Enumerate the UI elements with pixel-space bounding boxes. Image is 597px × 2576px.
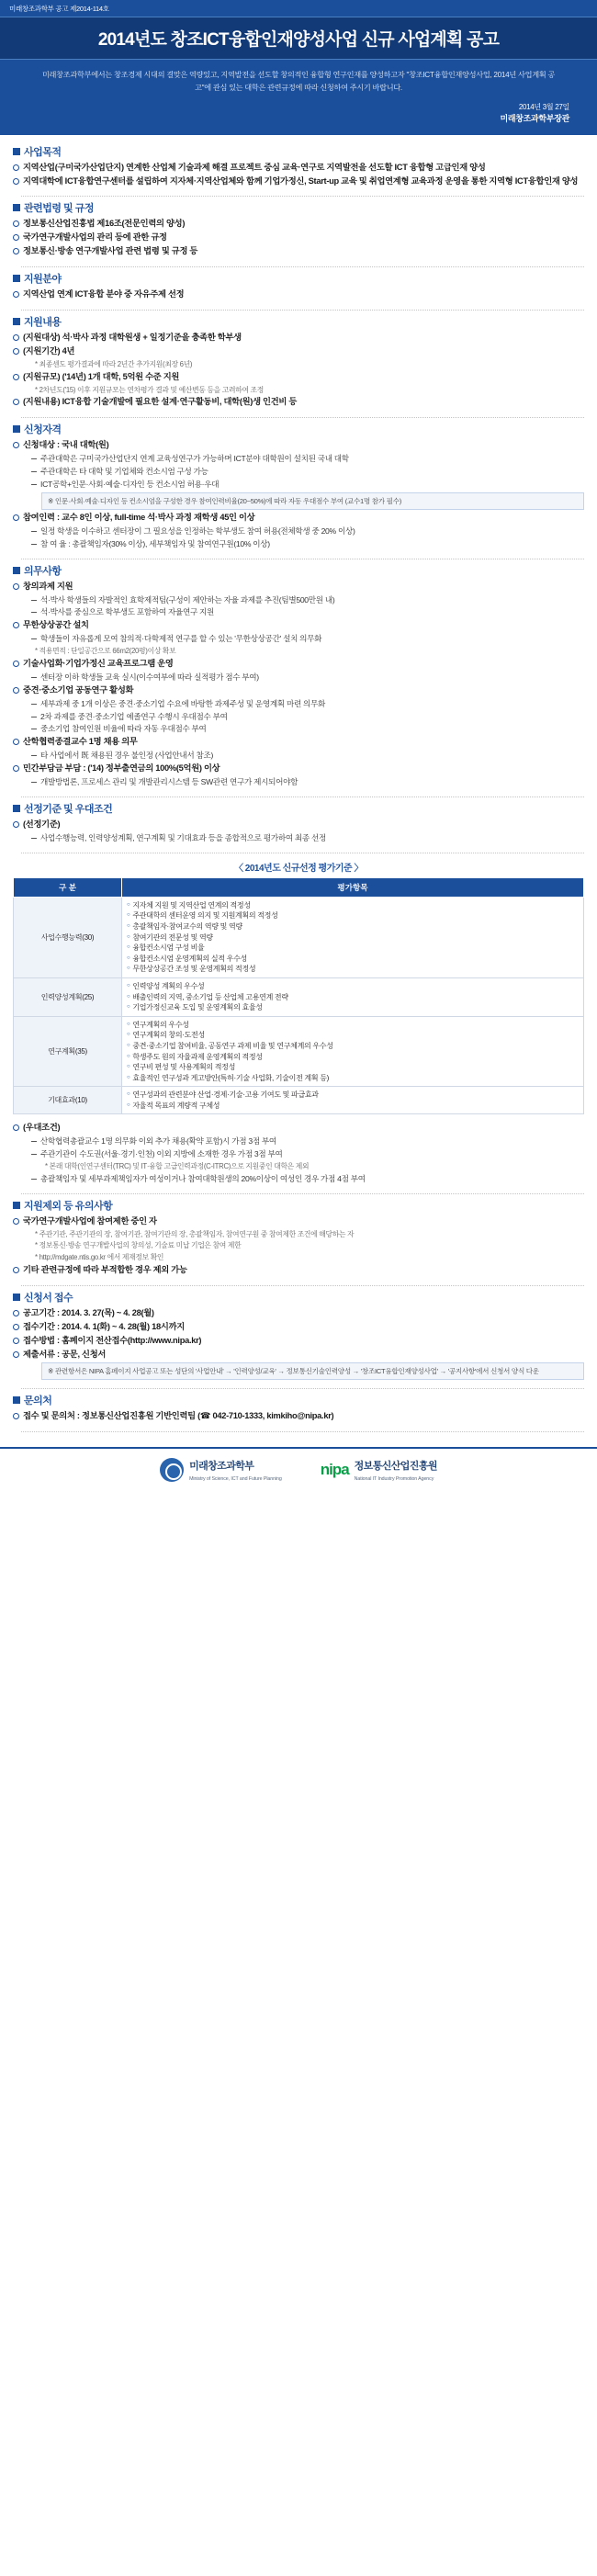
- note-box: ※ 관련항서은 NIPA 홈페이지 사업공고 또는 성단의 '사업안내' → '인력양성/교육' → 정보통신기술인력양성 → '창조ICT융합인재양성사업' → '공지사항'에서 신청서 양식 다운: [41, 1362, 584, 1380]
- table-row: [14, 897, 584, 977]
- square-bullet-icon: [13, 275, 20, 282]
- criteria-item-text: ○ 학생주도 원의 자율과제 운영계획의 적정성: [132, 1052, 263, 1061]
- table-caption: 〈 2014년도 신규선정 평가기준 〉: [234, 863, 363, 874]
- section-title: 지원내용: [24, 317, 62, 329]
- list-item: [31, 832, 584, 844]
- criteria-item: [127, 1020, 579, 1031]
- circle-bullet-icon: [13, 220, 19, 227]
- square-bullet-icon: [13, 1294, 20, 1301]
- section: [13, 1290, 584, 1381]
- dash-bullet-icon: [31, 612, 37, 613]
- list-item: [31, 606, 584, 618]
- criteria-item-text: ○ 효율적인 연구성과 게고방안(특허·기술 사업화, 기술이전 계획 등): [132, 1073, 330, 1082]
- list-item: [31, 525, 584, 537]
- list-item-text: * http://mdgate.ntis.go.kr 에서 제재정보 확인: [35, 1253, 164, 1262]
- dash-bullet-icon: [31, 782, 37, 783]
- list-item-text: * 본래 대학(인연구센터(TRC) 및 IT·융합 고급인력과정(C-ITRC)으로 지원중인 대학은 제외: [45, 1162, 310, 1171]
- col-category: 구 분: [14, 877, 122, 897]
- list-item-text: 세부과제 중 1개 이상은 중견·중소기업 수요에 바탕한 과제주성 및 운영계획 마련 의무화: [40, 698, 326, 708]
- list-item: [13, 162, 584, 175]
- list-item-text: 석·박사를 중심으로 학부생도 포함하여 자율연구 지원: [40, 607, 215, 617]
- hero-signature: [0, 94, 597, 126]
- list-item: [13, 581, 584, 593]
- circle-bullet-icon: [13, 1351, 19, 1358]
- list-item: [31, 453, 584, 465]
- circle-bullet-icon: [13, 348, 19, 355]
- criteria-item: [127, 1052, 579, 1063]
- criteria-item-text: ○ 기업가정신교육 도입 및 운영계획의 효율성: [132, 1003, 263, 1012]
- hero-description: 미래창조과학부에서는 창조경제 시대의 결맞은 역량있고, 지역발전을 선도할 창의적인 융합형 연구인재를 양성하고자 "창조ICT융합인재양성사업, 2014년 사업계획 공고"에 관심 있는 대학은 관련규정에 따라 신청하여 주시기 바랍니다.: [41, 71, 556, 92]
- criteria-item: [127, 943, 579, 954]
- divider: [21, 266, 584, 267]
- section-title: 지원분야: [24, 274, 62, 286]
- section-title: 신청자격: [24, 424, 62, 436]
- criteria-item-text: ○ 지자체 지원 및 지역산업 연계의 적정성: [132, 900, 251, 910]
- dash-bullet-icon: [31, 544, 37, 545]
- list-item: [31, 538, 584, 550]
- dash-bullet-icon: [31, 1141, 37, 1142]
- divider: [21, 417, 584, 418]
- nipa-wordmark-icon: nipa: [320, 1461, 349, 1479]
- list-item: [31, 479, 584, 491]
- circle-bullet-icon: [13, 1338, 19, 1344]
- list-item-text: 기술사업화·기업가정신 교육프로그램 운영: [23, 658, 174, 668]
- list-item-text: (지원기간) 4년: [23, 346, 75, 356]
- notice-date: 2014년 3월 27일: [518, 103, 569, 112]
- circle-bullet-icon: [13, 164, 19, 171]
- list-item-text: 2차 과제를 중견·중소기업 예졸연구 수행시 우대점수 부여: [40, 711, 228, 721]
- criteria-item-text: ○ 연구계획의 우수성: [132, 1020, 189, 1029]
- list-item-text: 참여인력 : 교수 8인 이상, full-time 석·박사 과정 재학생 45인 이상: [23, 512, 255, 522]
- dash-bullet-icon: [31, 755, 37, 756]
- circle-bullet-icon: [13, 739, 19, 745]
- criteria-item: [127, 1062, 579, 1073]
- dash-bullet-icon: [31, 1179, 37, 1180]
- list-item-text: 산학협력종결교수 1명 채용 의무: [23, 737, 138, 747]
- list-item-text: 총괄책임자 및 세부과제책임자가 여성이거나 참여대학원생의 20%이상이 여성인 경우 가점 4점 부여: [40, 1173, 366, 1183]
- list-item: [13, 1215, 584, 1228]
- section: [13, 1198, 584, 1277]
- list-item: [31, 1135, 584, 1147]
- note-box: ※ 인문·사회·예술·디자인 등 컨소시엄을 구성한 경우 참여인력비율(20~50%)에 따라 자동 우대점수 부여 (교수1명 참가 필수): [41, 492, 584, 510]
- list-item: [31, 633, 584, 645]
- list-item: [31, 1173, 584, 1185]
- list-item-text: * 2차년도('15) 이후 지원규모는 연차평가 결과 및 예산변동 등을 고려하여 조정: [35, 385, 265, 394]
- list-item-text: * 주관기관, 주관기관의 장, 참여기관, 참여기관의 장, 총괄책임자, 참여연구원 중 참여제한 조건에 해당하는 자: [35, 1229, 355, 1238]
- list-item: [13, 396, 584, 409]
- list-item-text: 참 여 율 : 총괄책임자(30% 이상), 세부책임자 및 참여연구원(10% 이상): [40, 538, 270, 548]
- dash-bullet-icon: [31, 704, 37, 705]
- list-item: [31, 1252, 584, 1263]
- circle-bullet-icon: [13, 1124, 19, 1131]
- list-item-text: (지원대상) 석·박사 과정 대학원생 + 일정기준을 충족한 학부생: [23, 333, 242, 343]
- col-items: 평가항목: [122, 877, 584, 897]
- notice-number: 미래창조과학부 공고 제2014-114호: [0, 0, 597, 17]
- dash-bullet-icon: [31, 600, 37, 601]
- list-item-text: 학생들이 자유롭게 모여 참의적·다학제적 연구를 할 수 있는 '무한상상공간' 설치 의무화: [40, 634, 322, 644]
- dash-bullet-icon: [31, 458, 37, 459]
- list-item-text: 산학협력총괄교수 1명 의무화 이외 추가 채용(확약 포함)시 가점 3점 부여: [40, 1136, 276, 1147]
- criteria-item: [127, 932, 579, 943]
- list-item: [31, 359, 584, 370]
- section-heading: [13, 271, 584, 286]
- criteria-item: [127, 910, 579, 921]
- section-heading: [13, 1290, 584, 1305]
- criteria-item-text: ○ 주관대학의 센터운영 의지 및 지원계획의 적정성: [132, 911, 278, 921]
- criteria-item: [127, 981, 579, 992]
- list-item: [31, 1229, 584, 1240]
- list-item-text: 센터장 이하 학생들 교육 실시(이수여부에 따라 실적평가 점수 부여): [40, 672, 259, 682]
- criteria-item: [127, 1073, 579, 1084]
- list-item-text: 접수방법 : 홈페이지 전산접수(http://www.nipa.kr): [23, 1335, 202, 1345]
- list-item: [31, 1148, 584, 1160]
- list-item-text: 국가연구개발사업에 참여제한 중인 자: [23, 1215, 157, 1226]
- sections-bottom: [13, 1122, 584, 1432]
- sections-top: [13, 144, 584, 853]
- nipa-logo: [321, 1458, 437, 1482]
- section: [13, 144, 584, 188]
- list-item-text: ICT공학+인문·사회·예술·디자인 등 컨소시엄 허용·우대: [40, 480, 220, 490]
- criteria-item: [127, 1002, 579, 1013]
- list-item-text: 중소기업 참여인원 비율에 따라 자동 우대점수 부여: [40, 724, 207, 734]
- circle-bullet-icon: [13, 514, 19, 521]
- table-cell-category: 연구계획(35): [14, 1016, 122, 1087]
- criteria-item-text: ○ 연구계획의 창의·도전성: [132, 1031, 205, 1040]
- criteria-item-text: ○ 배출인력의 지역, 중소기업 등 산업체 고용연계 전략: [132, 992, 288, 1001]
- list-item-text: 공고기간 : 2014. 3. 27(목) ~ 4. 28(월): [23, 1307, 154, 1317]
- section-title: 문의처: [24, 1395, 52, 1407]
- list-item: [31, 466, 584, 478]
- list-item: [13, 1410, 584, 1423]
- dash-bullet-icon: [31, 638, 37, 639]
- circle-bullet-icon: [13, 1324, 19, 1330]
- list-item: [13, 1349, 584, 1361]
- section-heading: [13, 1198, 584, 1213]
- criteria-item-text: ○ 융합컨소시엄 구성 비율: [132, 943, 205, 953]
- section-heading: [13, 1393, 584, 1407]
- table-row: [14, 1016, 584, 1087]
- list-item-text: 사업수행능력, 인력양성계획, 연구계획 및 기대효과 등을 종합적으로 평가하여 최종 선정: [40, 832, 327, 842]
- list-item-text: 주관대학은 구미국가산업단지 연계 교육성연구가 가능하며 ICT분야 대학원이 설치된 국내 대학: [40, 454, 349, 464]
- table-cell-category: 사업수행능력(30): [14, 897, 122, 977]
- list-item: [13, 1122, 584, 1135]
- criteria-item-text: ○ 인력양성 계획의 우수성: [132, 981, 205, 990]
- divider: [21, 310, 584, 311]
- circle-bullet-icon: [13, 1413, 19, 1419]
- ministry-logo: [160, 1458, 282, 1482]
- list-item: [13, 175, 584, 188]
- list-item: [41, 1161, 584, 1172]
- list-item-text: 접수기간 : 2014. 4. 1(화) ~ 4. 28(월) 18시까지: [23, 1321, 185, 1331]
- circle-bullet-icon: [13, 178, 19, 185]
- list-item-text: * 최종센도 평가결과에 따라 2년간 추가지원(최장 6년): [35, 360, 193, 369]
- table-header-row: [14, 877, 584, 897]
- evaluation-criteria-table: [13, 877, 584, 1115]
- list-item: [31, 723, 584, 735]
- ministry-name-en: Ministry of Science, ICT and Future Planning: [189, 1476, 282, 1483]
- list-item: [13, 288, 584, 301]
- section-title: 의무사항: [24, 565, 62, 577]
- list-item-text: 지역대학에 ICT융합연구센터를 설립하여 지자체·지역산업체와 함께 기업가정신, Start-up 교육 및 취업연계형 교육과정 운영을 통한 지역형 ICT융합인재 양성: [23, 175, 579, 186]
- criteria-item-text: ○ 자율적 목표의 계량적 구체성: [132, 1101, 220, 1110]
- list-item: [13, 332, 584, 345]
- dash-bullet-icon: [31, 484, 37, 485]
- circle-bullet-icon: [13, 399, 19, 405]
- square-bullet-icon: [13, 204, 20, 211]
- circle-bullet-icon: [13, 765, 19, 772]
- list-item-text: 국가연구개발사업의 관리 등에 관한 규정: [23, 232, 167, 243]
- table-cell-items: [122, 1087, 584, 1114]
- list-item: [13, 1264, 584, 1277]
- section: [13, 801, 584, 844]
- section-heading: [13, 200, 584, 215]
- list-item-text: (지원규모) ('14년) 1개 대학, 5억원 수준 지원: [23, 371, 180, 381]
- circle-bullet-icon: [13, 234, 19, 241]
- criteria-item-text: ○ 참여기관의 전문성 및 역량: [132, 932, 213, 942]
- dash-bullet-icon: [31, 838, 37, 839]
- criteria-item: [127, 992, 579, 1003]
- section-title: 선정기준 및 우대조건: [24, 803, 113, 815]
- list-item-text: 지역산업(구미국가산업단지) 연계한 산업체 기술과제 해결 프로젝트 중심 교육·연구로 지역발전을 선도할 ICT 융합형 고급인재 양성: [23, 162, 486, 172]
- list-item-text: 지역산업 연계 ICT융합 분야 중 자유주제 선정: [23, 289, 185, 299]
- criteria-item: [127, 1090, 579, 1101]
- list-item: [31, 672, 584, 684]
- circle-bullet-icon: [13, 821, 19, 828]
- list-item-text: 민간부담금 부담 : ('14) 정부출연금의 100%(5억원) 이상: [23, 763, 220, 774]
- list-item: [13, 245, 584, 258]
- section-heading: [13, 144, 584, 159]
- divider: [21, 196, 584, 197]
- list-item-text: 타 사업에서 既 채용된 경우 불인정 (사업안내서 참조): [40, 751, 214, 761]
- dash-bullet-icon: [31, 677, 37, 678]
- list-item-text: 주관기관이 수도권(서울·경기·인천) 이외 지방에 소재한 경우 가점 3점 부여: [40, 1149, 283, 1159]
- section-heading: [13, 563, 584, 578]
- dash-bullet-icon: [31, 531, 37, 532]
- list-item: [13, 684, 584, 697]
- list-item: [31, 698, 584, 710]
- nipa-logo-text: [355, 1458, 437, 1482]
- criteria-item-text: ○ 총괄책임자·참여교수의 역량 및 역량: [132, 921, 242, 931]
- section: [13, 271, 584, 301]
- list-item: [13, 1335, 584, 1348]
- list-item-text: 정보통신·방송 연구개발사업 관련 법령 및 규정 등: [23, 246, 198, 256]
- list-item: [31, 1240, 584, 1251]
- section-heading: [13, 422, 584, 436]
- page-title: 2014년도 창조ICT융합인재양성사업 신규 사업계획 공고: [0, 17, 597, 60]
- criteria-item: [127, 964, 579, 975]
- criteria-item: [127, 921, 579, 932]
- list-item: [31, 646, 584, 657]
- list-item-text: 기타 관련규정에 따라 부적합한 경우 제외 가능: [23, 1264, 187, 1274]
- list-item-text: * 정보통신·방송 연구개발사업의 창의성, 기술료 미납 기업은 참여 제한: [35, 1241, 242, 1250]
- circle-bullet-icon: [13, 374, 19, 380]
- criteria-item: [127, 1041, 579, 1052]
- circle-bullet-icon: [13, 583, 19, 590]
- list-item-text: 석·박사 학생들의 자발적인 효학제적팀(구성이 제안하는 자율 과제를 추진(팀별500만원 내): [40, 594, 335, 604]
- square-bullet-icon: [13, 805, 20, 812]
- table-cell-category: 인력양성계획(25): [14, 977, 122, 1016]
- circle-bullet-icon: [13, 1267, 19, 1273]
- section: [13, 1393, 584, 1423]
- list-item: [13, 218, 584, 231]
- circle-bullet-icon: [13, 334, 19, 341]
- list-item-text: 주관대학은 타 대학 및 기업체와 컨소시엄 구성 가능: [40, 467, 208, 477]
- table-row: [14, 977, 584, 1016]
- table-body: [14, 897, 584, 1114]
- footer: [0, 1447, 597, 1493]
- list-item: [13, 736, 584, 749]
- list-item-text: 접수 및 문의처 : 정보통신산업진흥원 기반인력팀 (☎ 042-710-1333, kimkiho@nipa.kr): [23, 1411, 334, 1421]
- list-item: [13, 1307, 584, 1320]
- divider: [21, 1285, 584, 1286]
- list-item-text: 일정 학생을 이수하고 센터장이 그 필요성을 인정하는 학부생도 참여 허용(전체학생 중 20% 이상): [40, 525, 355, 536]
- criteria-item-text: ○ 융합컨소시엄 운영계획의 실적 우수성: [132, 954, 247, 963]
- criteria-item: [127, 1030, 579, 1041]
- square-bullet-icon: [13, 318, 20, 325]
- list-item: [13, 658, 584, 671]
- circle-bullet-icon: [13, 248, 19, 254]
- square-bullet-icon: [13, 425, 20, 433]
- list-item: [13, 232, 584, 244]
- circle-bullet-icon: [13, 1218, 19, 1225]
- nipa-name-en: National IT Industry Promotion Agency: [354, 1476, 434, 1483]
- list-item: [31, 711, 584, 723]
- table-row: [14, 1087, 584, 1114]
- criteria-item-text: ○ 중견·중소기업 참여비율, 공동연구 과제 비율 및 연구체계의 우수성: [132, 1041, 333, 1050]
- criteria-item-text: ○ 무한상상공간 조성 및 운영계획의 적정성: [132, 965, 256, 974]
- list-item-text: 무한상상공간 설치: [23, 620, 89, 630]
- nipa-name-kr: 정보통신산업진흥원: [354, 1461, 437, 1473]
- section: [13, 422, 584, 549]
- list-item: [31, 750, 584, 762]
- list-item-text: (우대조건): [23, 1123, 61, 1133]
- table-cell-items: [122, 977, 584, 1016]
- ministry-name-kr: 미래창조과학부: [189, 1461, 254, 1473]
- list-item-text: (지원내용) ICT융합 기술개발에 필요한 설계·연구활동비, 대학(원)생 인건비 등: [23, 397, 298, 407]
- circle-bullet-icon: [13, 291, 19, 298]
- circle-bullet-icon: [13, 622, 19, 628]
- square-bullet-icon: [13, 1396, 20, 1404]
- list-item-text: 제출서류 : 공문, 신청서: [23, 1349, 107, 1359]
- criteria-item-text: ○ 연구성과의 관련분야 산업·경제·기술·고용 기여도 및 파급효과: [132, 1090, 319, 1100]
- list-item: [13, 345, 584, 358]
- section: [13, 314, 584, 409]
- list-item-text: (선정기준): [23, 819, 61, 829]
- document-body: [0, 135, 597, 1442]
- criteria-item-text: ○ 연구비 편성 및 사용계획의 적정성: [132, 1063, 236, 1072]
- list-item: [31, 385, 584, 396]
- list-item-text: 창의과제 지원: [23, 581, 73, 591]
- dash-bullet-icon: [31, 471, 37, 472]
- list-item: [13, 819, 584, 831]
- notice-signer: 미래창조과학부장관: [500, 114, 569, 124]
- circle-bullet-icon: [13, 661, 19, 667]
- square-bullet-icon: [13, 567, 20, 574]
- list-item-text: 정보통신산업진흥법 제16조(전문인력의 양성): [23, 219, 186, 229]
- table-cell-items: [122, 1016, 584, 1087]
- divider: [21, 1193, 584, 1194]
- list-item: [31, 594, 584, 606]
- circle-bullet-icon: [13, 1310, 19, 1316]
- section-title: 사업목적: [24, 146, 62, 158]
- section: [13, 1122, 584, 1184]
- list-item-text: 중견·중소기업 공동연구 활성화: [23, 684, 134, 695]
- ministry-logo-text: [189, 1458, 282, 1482]
- ministry-emblem-icon: [160, 1458, 184, 1482]
- circle-bullet-icon: [13, 442, 19, 448]
- list-item: [31, 776, 584, 788]
- divider: [21, 1431, 584, 1432]
- list-item: [13, 439, 584, 452]
- list-item: [13, 512, 584, 525]
- list-item-text: 신청대상 : 국내 대학(원): [23, 440, 109, 450]
- square-bullet-icon: [13, 1202, 20, 1209]
- list-item-text: * 적용면적 : 단일공간으로 66m2(20평)이상 확보: [35, 647, 176, 656]
- section-title: 관련법령 및 규정: [24, 203, 94, 215]
- section-heading: [13, 801, 584, 816]
- table-cell-category: 기대효과(10): [14, 1087, 122, 1114]
- circle-bullet-icon: [13, 687, 19, 694]
- square-bullet-icon: [13, 148, 20, 155]
- list-item: [13, 763, 584, 775]
- section: [13, 200, 584, 258]
- criteria-item: [127, 954, 579, 965]
- list-item-text: 개발방법론, 프로세스 관리 및 개발관리시스템 등 SW관련 연구가 제시되어야함: [40, 777, 298, 787]
- section: [13, 563, 584, 788]
- section-title: 지원제외 등 유의사항: [24, 1200, 113, 1212]
- table-cell-items: [122, 897, 584, 977]
- divider: [21, 1388, 584, 1389]
- hero-banner: [0, 17, 597, 135]
- list-item: [13, 371, 584, 384]
- criteria-item: [127, 900, 579, 911]
- section-heading: [13, 314, 584, 329]
- dash-bullet-icon: [31, 1154, 37, 1155]
- section-title: 신청서 접수: [24, 1292, 73, 1304]
- list-item: [13, 619, 584, 632]
- list-item: [13, 1321, 584, 1334]
- criteria-item: [127, 1101, 579, 1112]
